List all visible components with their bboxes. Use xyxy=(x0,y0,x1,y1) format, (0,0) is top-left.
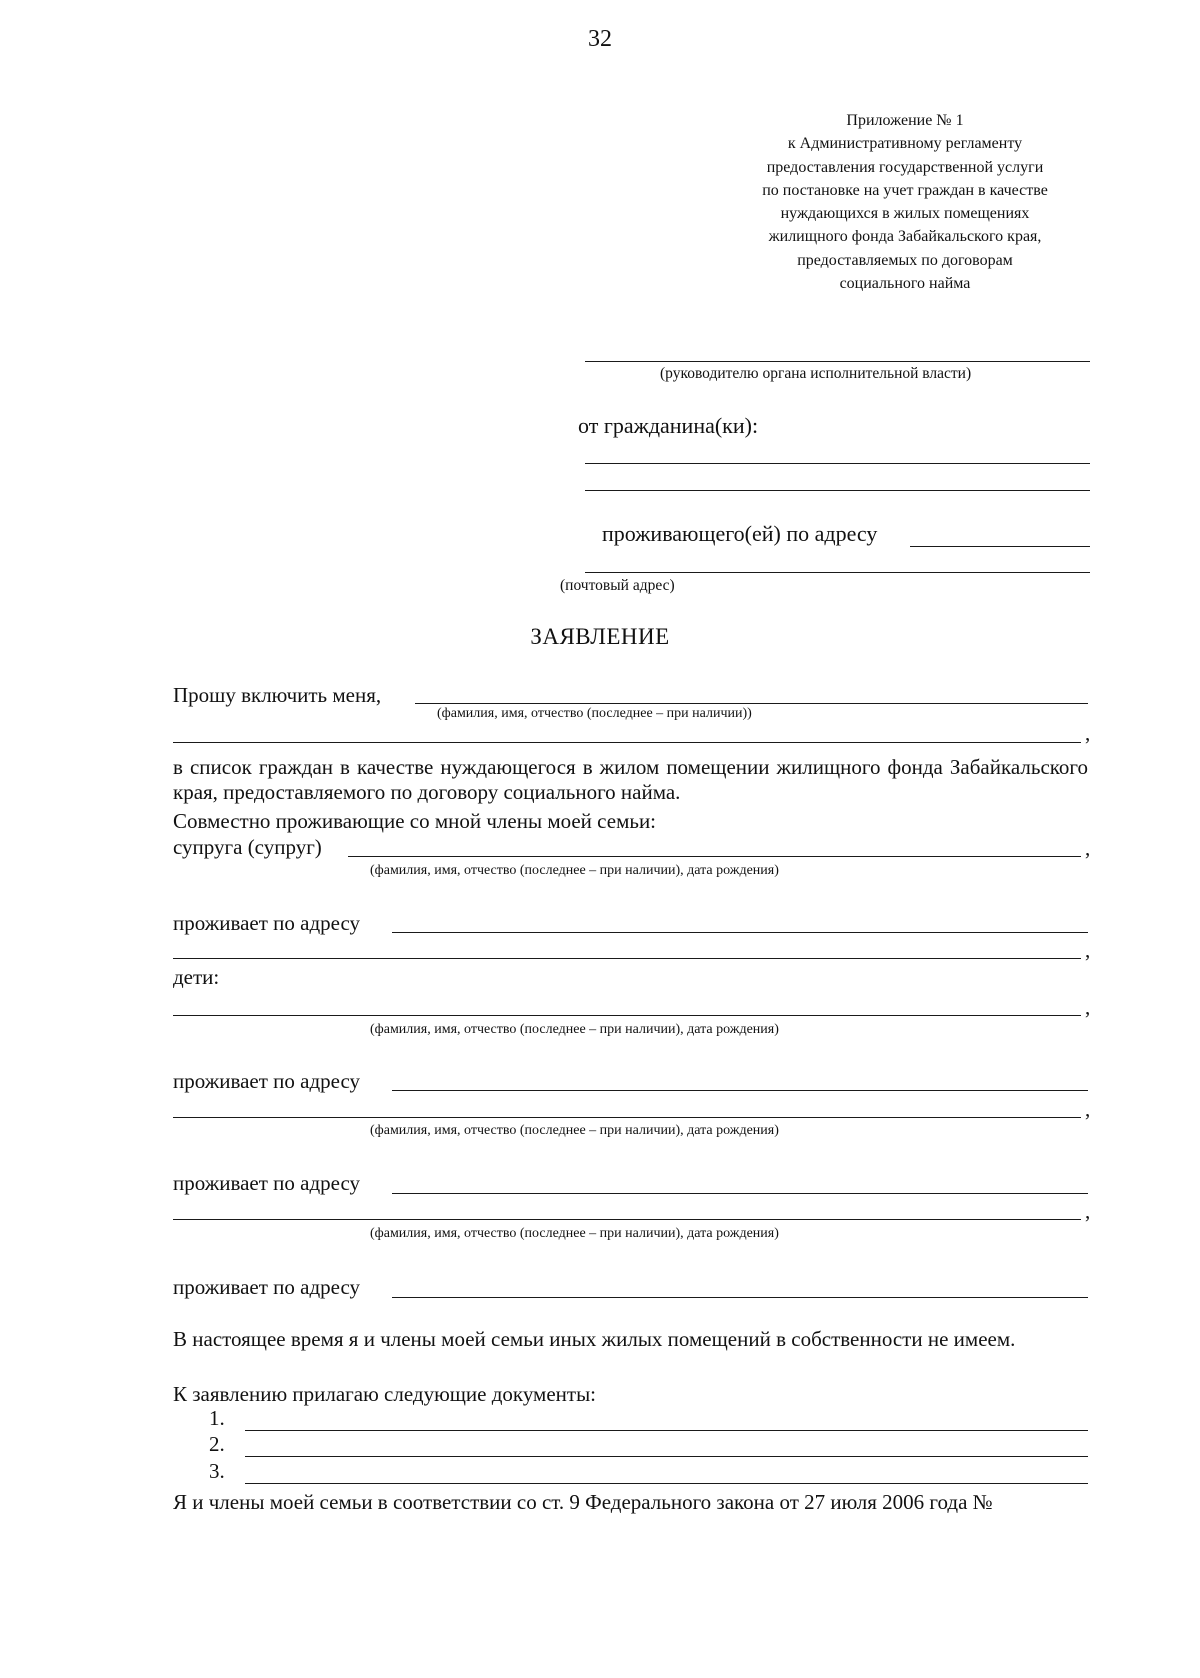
child-1-caption: (фамилия, имя, отчество (последнее – при наличии), дата рождения) xyxy=(370,1022,779,1037)
appendix-line: Приложение № 1 xyxy=(846,112,964,129)
appendix-line: социального найма xyxy=(839,275,971,293)
document-number: 2. xyxy=(209,1432,225,1456)
consent-text: Я и члены моей семьи в соответствии со ст. 9 Федерального закона от 27 июля 2006 года № xyxy=(173,1490,993,1514)
child-3-name-line[interactable] xyxy=(173,1219,1081,1220)
spouse-name-line[interactable] xyxy=(348,856,1081,857)
appendix-line: по постановке на учет граждан в качестве xyxy=(762,181,1048,199)
comma: , xyxy=(1085,1199,1091,1223)
appendix-line: предоставляемых по договорам xyxy=(797,251,1013,269)
spouse-address-line-2[interactable] xyxy=(173,958,1081,959)
appendix-line: нуждающихся в жилых помещениях xyxy=(780,205,1030,223)
no-property-text: В настоящее время я и члены моей семьи иных жилых помещений в собственности не имеем. xyxy=(173,1327,1016,1351)
appendix-line: предоставления государственной услуги xyxy=(766,158,1044,176)
attachments-label: К заявлению прилагаю следующие документы: xyxy=(173,1382,597,1406)
child-3-caption: (фамилия, имя, отчество (последнее – при наличии), дата рождения) xyxy=(370,1226,779,1241)
addressee-caption: (руководителю органа исполнительной власти) xyxy=(660,365,972,382)
request-label: Прошу включить меня, xyxy=(173,683,382,707)
comma: , xyxy=(1085,836,1091,860)
child-2-name-line[interactable] xyxy=(173,1117,1081,1118)
child-2-address-line[interactable] xyxy=(392,1193,1088,1194)
child-1-name-line[interactable] xyxy=(173,1015,1081,1016)
child-1-address-line[interactable] xyxy=(392,1090,1088,1091)
address-line-2[interactable] xyxy=(585,572,1090,573)
comma: , xyxy=(1085,995,1091,1019)
applicant-name-caption: (фамилия, имя, отчество (последнее – при наличии)) xyxy=(437,706,752,721)
document-number: 1. xyxy=(209,1406,225,1430)
spouse-address-line[interactable] xyxy=(392,932,1088,933)
applicant-name-line-2[interactable] xyxy=(173,742,1081,743)
child-2-caption: (фамилия, имя, отчество (последнее – при наличии), дата рождения) xyxy=(370,1123,779,1138)
form-title: ЗАЯВЛЕНИЕ xyxy=(530,624,670,649)
spouse-caption: (фамилия, имя, отчество (последнее – при наличии), дата рождения) xyxy=(370,863,779,878)
comma: , xyxy=(1085,938,1091,962)
citizen-name-line-2[interactable] xyxy=(585,490,1090,491)
child-3-address-line[interactable] xyxy=(392,1297,1088,1298)
document-2-line[interactable] xyxy=(245,1456,1088,1457)
document-number: 3. xyxy=(209,1459,225,1483)
child-3-address-label: проживает по адресу xyxy=(173,1275,361,1299)
address-line-1[interactable] xyxy=(910,546,1090,547)
appendix-header xyxy=(715,109,1095,295)
spouse-label: супруга (супруг) xyxy=(173,835,322,859)
appendix-line: к Административному регламенту xyxy=(787,135,1023,153)
page-number: 32 xyxy=(588,26,612,52)
list-text: в список граждан в качестве нуждающегося в жилом помещении жилищного фонда Забайкальского края, предоставляемого по договору социального найма. xyxy=(173,755,1088,804)
spouse-address-label: проживает по адресу xyxy=(173,911,361,935)
addressee-line[interactable] xyxy=(585,361,1090,362)
children-label: дети: xyxy=(173,965,220,989)
appendix-line: жилищного фонда Забайкальского края, xyxy=(768,228,1042,246)
postal-address-caption: (почтовый адрес) xyxy=(560,577,675,594)
comma: , xyxy=(1085,721,1091,745)
applicant-name-line[interactable] xyxy=(415,703,1088,704)
residing-label: проживающего(ей) по адресу xyxy=(602,521,878,546)
child-1-address-label: проживает по адресу xyxy=(173,1069,361,1093)
citizen-name-line-1[interactable] xyxy=(585,463,1090,464)
document-1-line[interactable] xyxy=(245,1430,1088,1431)
from-citizen-label: от гражданина(ки): xyxy=(578,413,759,438)
family-intro: Совместно проживающие со мной члены моей семьи: xyxy=(173,809,657,833)
document-3-line[interactable] xyxy=(245,1483,1088,1484)
comma: , xyxy=(1085,1097,1091,1121)
child-2-address-label: проживает по адресу xyxy=(173,1171,361,1195)
